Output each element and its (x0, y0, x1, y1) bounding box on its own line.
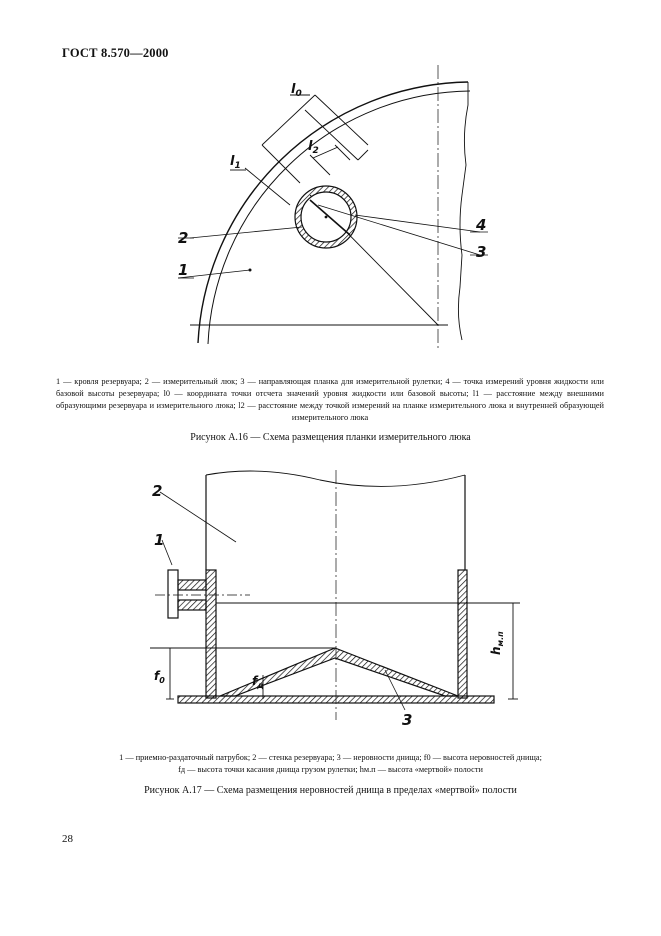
label-3: 3 (402, 711, 413, 729)
label-4: 4 (476, 216, 487, 234)
figure-a16-title: Рисунок А.16 — Схема размещения планки измерительного люка (190, 432, 471, 443)
tank-wall-left (206, 475, 216, 698)
figure-a17-caption (40, 752, 621, 776)
figure-a17-title: Рисунок А.17 — Схема размещения неровностей днища в пределах «мертвой» полости (144, 785, 517, 796)
label-2: 2 (152, 482, 163, 500)
figure-a16-caption: 1 — кровля резервуара; 2 — измерительный люк; 3 — направляющая планка для измерительной рулетки; 4 — точка измерений уровня жидкости или базовой высоты резервуара; l0 — координата точки отсчета значений уровня жидкости или базовой высоты; l1 — расстояние между внешними образующими резервуара и измерительного люка; l2 — расстояние между точкой измерений на планке измерительного люка и внутренней образующей измерительного люка (56, 377, 604, 422)
label-hmp: $h_{м.п}$ (489, 631, 505, 655)
label-l0: $l_0$ (291, 82, 302, 99)
figure-a16-drawing (150, 65, 510, 355)
inlet-nozzle (155, 570, 250, 618)
figure-a17-caption-line1: 1 — приемно-раздаточный патрубок; 2 — стенка резервуара; 3 — неровности днища; f0 — высота неровностей днища; (119, 753, 542, 762)
page-number: 28 (62, 833, 73, 845)
dimension-l1 (230, 145, 300, 205)
label-2: 2 (178, 229, 189, 247)
label-1: 1 (154, 531, 165, 549)
break-line (458, 82, 468, 340)
label-fd: $f_д$ (252, 674, 264, 690)
label-1: 1 (178, 261, 189, 279)
label-f0: $f_0$ (154, 669, 165, 685)
label-l2: $l_2$ (308, 139, 319, 156)
wall-break-line (206, 471, 465, 486)
document-header: ГОСТ 8.570—2000 (62, 46, 169, 60)
dimension-f0 (166, 648, 174, 699)
label-l1: $l_1$ (230, 154, 241, 171)
tank-wall-right (458, 475, 467, 698)
dimension-hmp (508, 603, 518, 699)
figure-a17-caption-line2: fд — высота точки касания днища грузом рулетки; hм.п — высота «мертвой» полости (178, 765, 483, 774)
bottom-irregularities (220, 648, 458, 696)
figure-a17-drawing (140, 470, 520, 735)
label-3: 3 (476, 243, 487, 261)
